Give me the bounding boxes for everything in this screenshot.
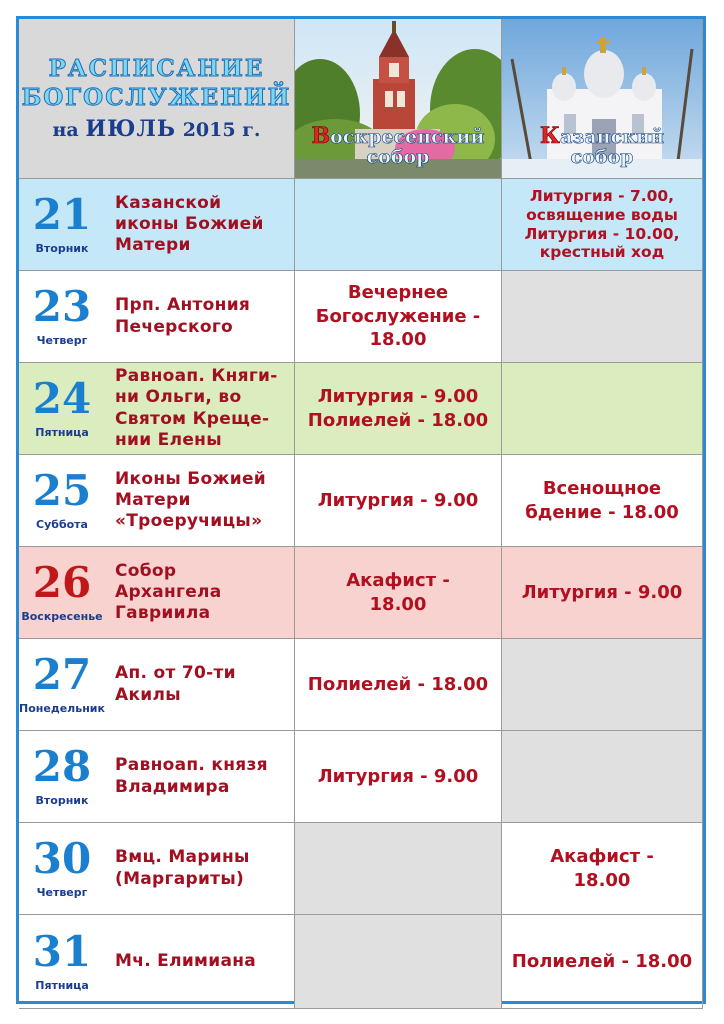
date-cell [19, 179, 105, 271]
kazansky-service-cell [502, 363, 703, 455]
date-number: 26 [32, 558, 92, 607]
title-month: ИЮЛЬ [85, 116, 177, 143]
date-number: 31 [32, 927, 92, 976]
voskresensky-service: Полиелей - 18.00 [307, 673, 489, 695]
date-number: 23 [32, 282, 92, 331]
date-number: 30 [32, 834, 92, 883]
feast-name: Собор Архангела Гавриила [115, 560, 222, 624]
kazansky-caption [539, 122, 665, 178]
feast-name: Вмц. Марины (Маргариты) [115, 847, 250, 889]
kazansky-service: Акафист - 18.00 [550, 846, 654, 891]
kazansky-name: азанский [559, 125, 665, 148]
voskresensky-service-cell [295, 547, 502, 639]
title-month-line [53, 116, 261, 142]
voskresensky-service-cell [295, 823, 502, 915]
date-cell [19, 271, 105, 363]
date-number: 25 [32, 466, 92, 515]
title-line-2: БОГОСЛУЖЕНИЙ [21, 83, 292, 111]
feast-name: Мч. Елимиана [115, 950, 257, 971]
kazansky-line2: собор [570, 146, 634, 169]
date-number: 28 [32, 742, 92, 791]
feast-name: Иконы Божией Матери «Троеручицы» [115, 468, 266, 532]
kazansky-service-cell [502, 547, 703, 639]
feast-cell [105, 547, 295, 639]
poster-title [19, 19, 295, 179]
voskresensky-line2: собор [366, 146, 430, 169]
feast-cell [105, 363, 295, 455]
weekday-label: Четверг [36, 334, 88, 347]
voskresensky-service-cell [295, 731, 502, 823]
voskresensky-service: Акафист - 18.00 [346, 570, 450, 615]
date-cell [19, 363, 105, 455]
title-year: 2015 г. [182, 119, 261, 142]
date-cell [19, 915, 105, 1009]
weekday-label: Понедельник [19, 702, 105, 715]
voskresensky-service-cell [295, 363, 502, 455]
kazansky-service-cell [502, 639, 703, 731]
kazansky-service: Всенощное бдение - 18.00 [525, 478, 679, 523]
voskresensky-cathedral-photo [295, 19, 502, 179]
voskresensky-service: Вечернее Богослужение - 18.00 [315, 282, 481, 351]
weekday-label: Суббота [36, 518, 88, 531]
kazansky-service-cell [502, 455, 703, 547]
voskresensky-service: Литургия - 9.00 [317, 765, 479, 787]
kazansky-service-cell [502, 731, 703, 823]
voskresensky-service-cell [295, 179, 502, 271]
kazansky-service-cell [502, 823, 703, 915]
kazansky-service-cell [502, 179, 703, 271]
weekday-label: Вторник [35, 242, 89, 255]
kazansky-service: Литургия - 7.00, освящение воды Литургия - 10.00, крестный ход [524, 187, 680, 262]
date-cell [19, 639, 105, 731]
kazansky-service: Литургия - 9.00 [521, 581, 683, 603]
voskresensky-name: оскресенский [330, 125, 485, 148]
date-cell [19, 823, 105, 915]
date-number: 24 [32, 374, 92, 423]
kazansky-service-cell [502, 271, 703, 363]
kazansky-cathedral-photo [502, 19, 703, 179]
weekday-label: Вторник [35, 794, 89, 807]
feast-name: Казанской иконы Божией Матери [115, 192, 264, 256]
weekday-label: Пятница [35, 979, 89, 992]
date-cell [19, 547, 105, 639]
voskresensky-service-cell [295, 915, 502, 1009]
voskresensky-service: Литургия - 9.00 [317, 489, 479, 511]
feast-name: Ап. от 70-ти Акилы [115, 663, 236, 705]
weekday-label: Воскресенье [21, 610, 103, 623]
weekday-label: Пятница [35, 426, 89, 439]
feast-name: Равноап. Княги-ни Ольги, во Святом Креще-нии Елены [115, 366, 278, 450]
feast-cell [105, 915, 295, 1009]
schedule-table [19, 19, 703, 1001]
schedule-poster [16, 16, 706, 1004]
voskresensky-initial: В [311, 122, 331, 149]
kazansky-initial: К [539, 122, 560, 149]
feast-cell [105, 823, 295, 915]
date-number: 27 [32, 650, 92, 699]
title-line-1: РАСПИСАНИЕ [48, 54, 265, 82]
feast-cell [105, 271, 295, 363]
weekday-label: Четверг [36, 886, 88, 899]
kazansky-service-cell [502, 915, 703, 1009]
voskresensky-service-cell [295, 639, 502, 731]
feast-cell [105, 179, 295, 271]
date-cell [19, 731, 105, 823]
voskresensky-caption [311, 122, 485, 178]
feast-name: Равноап. князя Владимира [115, 755, 268, 797]
voskresensky-service: Литургия - 9.00 Полиелей - 18.00 [307, 386, 489, 431]
title-prefix: на [52, 119, 79, 142]
voskresensky-service-cell [295, 271, 502, 363]
kazansky-service: Полиелей - 18.00 [511, 950, 693, 972]
feast-cell [105, 639, 295, 731]
feast-cell [105, 455, 295, 547]
date-number: 21 [32, 190, 92, 239]
feast-cell [105, 731, 295, 823]
feast-name: Прп. Антония Печерского [115, 295, 251, 337]
date-cell [19, 455, 105, 547]
voskresensky-service-cell [295, 455, 502, 547]
